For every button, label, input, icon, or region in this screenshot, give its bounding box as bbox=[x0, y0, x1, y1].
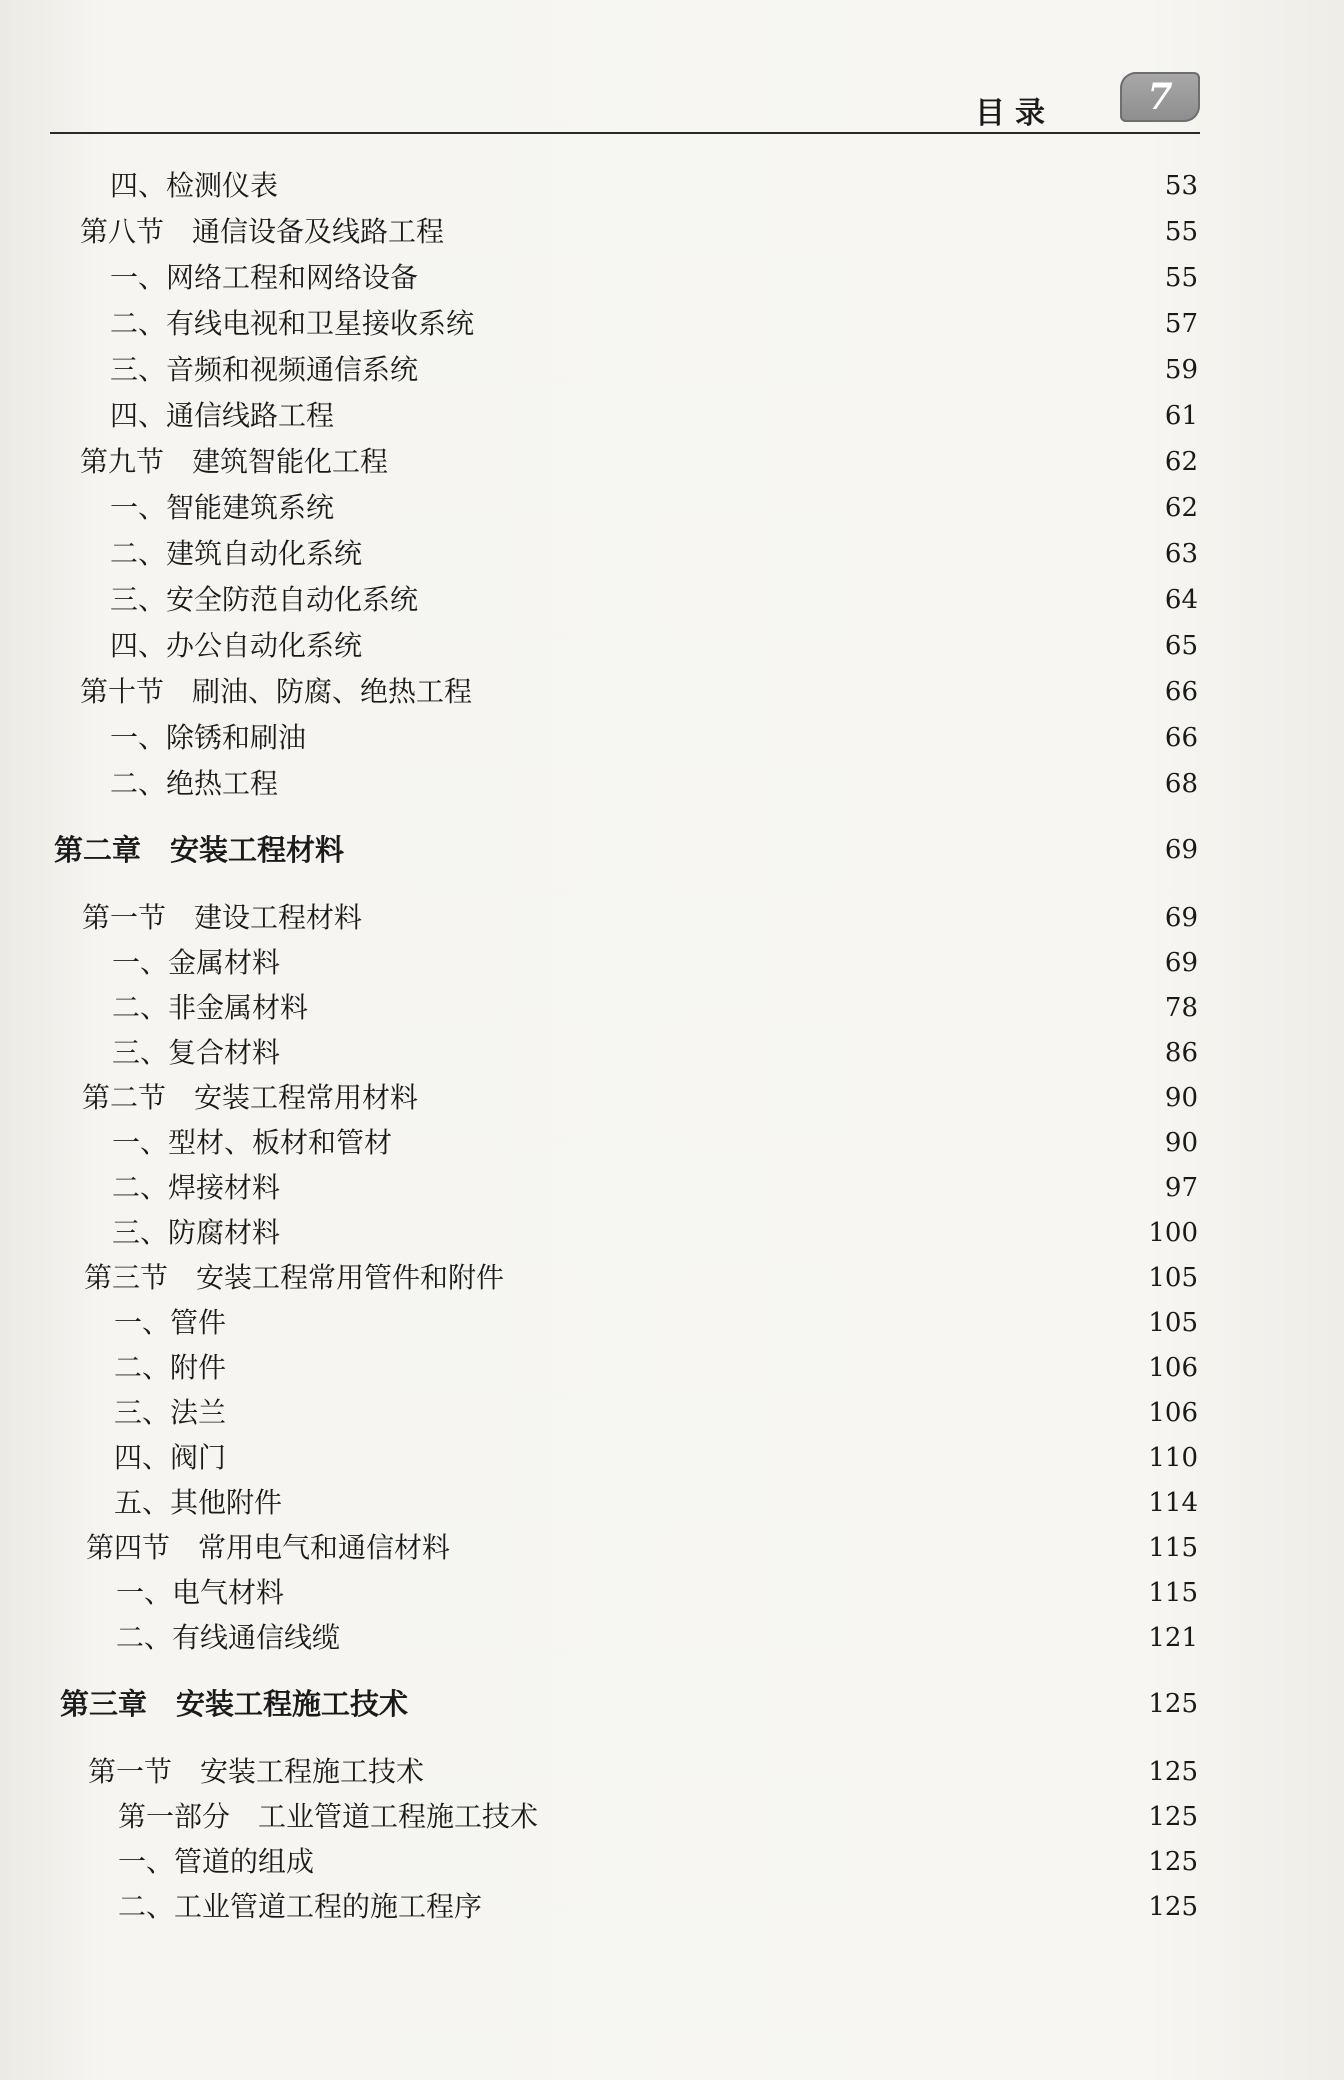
toc-entry-label: 二、有线电视和卫星接收系统 bbox=[110, 307, 475, 340]
toc-entry-item bbox=[112, 1033, 1198, 1073]
toc-entry-item bbox=[118, 1842, 1198, 1882]
leader-dots bbox=[510, 1258, 1134, 1298]
toc-entry-label: 第一节 建设工程材料 bbox=[82, 901, 363, 934]
toc-entry-label: 三、法兰 bbox=[114, 1396, 227, 1429]
leader-dots bbox=[286, 1033, 1134, 1073]
leader-dots bbox=[232, 1348, 1134, 1388]
toc-entry-label: 二、工业管道工程的施工程序 bbox=[118, 1890, 483, 1923]
toc-entry-page: 63 bbox=[1164, 539, 1198, 569]
toc-entry-label: 第八节 通信设备及线路工程 bbox=[80, 215, 445, 248]
leader-dots bbox=[424, 1078, 1134, 1118]
toc-entry-label: 二、附件 bbox=[114, 1351, 227, 1384]
toc-entry-page: 64 bbox=[1164, 585, 1198, 615]
toc-entry-label: 二、绝热工程 bbox=[110, 767, 279, 800]
toc-entry-chapter bbox=[54, 830, 1198, 870]
toc-entry-page: 115 bbox=[1148, 1578, 1198, 1608]
toc-entry-page: 65 bbox=[1164, 631, 1198, 661]
toc-entry-page: 90 bbox=[1164, 1128, 1198, 1158]
toc-entry-label: 四、检测仪表 bbox=[110, 169, 279, 202]
toc-entry-item bbox=[110, 626, 1198, 666]
toc-entry-page: 55 bbox=[1164, 263, 1198, 293]
leader-dots bbox=[286, 1213, 1134, 1253]
toc-entry-page: 121 bbox=[1148, 1623, 1198, 1653]
toc-entry-section bbox=[82, 898, 1198, 938]
leader-dots bbox=[414, 1684, 1134, 1724]
leader-dots bbox=[290, 1573, 1134, 1613]
toc-entry-label: 四、通信线路工程 bbox=[110, 399, 335, 432]
toc-entry-page: 125 bbox=[1148, 1802, 1198, 1832]
toc-entry-label: 第三章 安装工程施工技术 bbox=[60, 1687, 409, 1721]
toc-entry-page: 97 bbox=[1164, 1173, 1198, 1203]
leader-dots bbox=[350, 830, 1134, 870]
toc-entry-item bbox=[110, 258, 1198, 298]
toc-entry-label: 一、管件 bbox=[114, 1306, 227, 1339]
leader-dots bbox=[320, 1842, 1134, 1882]
leader-dots bbox=[284, 166, 1134, 206]
leader-dots bbox=[450, 212, 1134, 252]
toc-entry-item bbox=[114, 1393, 1198, 1433]
toc-entry-label: 一、金属材料 bbox=[112, 946, 281, 979]
toc-entry-label: 三、复合材料 bbox=[112, 1036, 281, 1069]
leader-dots bbox=[478, 672, 1134, 712]
toc-entry-item bbox=[112, 943, 1198, 983]
toc-entry-label: 四、阀门 bbox=[114, 1441, 227, 1474]
toc-entry-page: 69 bbox=[1164, 903, 1198, 933]
toc-entry-item bbox=[116, 1618, 1198, 1658]
toc-entry-section bbox=[88, 1752, 1198, 1792]
toc-entry-section bbox=[82, 1078, 1198, 1118]
toc-entry-item bbox=[110, 764, 1198, 804]
leader-dots bbox=[424, 350, 1134, 390]
toc-entry-page: 125 bbox=[1148, 1847, 1198, 1877]
toc-entry-label: 一、型材、板材和管材 bbox=[112, 1126, 393, 1159]
header-title: 目录 bbox=[975, 96, 1055, 131]
toc-entry-label: 二、建筑自动化系统 bbox=[110, 537, 363, 570]
toc-entry-item bbox=[110, 534, 1198, 574]
leader-dots bbox=[232, 1393, 1134, 1433]
toc-entry-page: 90 bbox=[1164, 1083, 1198, 1113]
toc-entry-page: 125 bbox=[1148, 1689, 1198, 1719]
leader-dots bbox=[480, 304, 1134, 344]
toc-entry-page: 57 bbox=[1164, 309, 1198, 339]
toc-entry-part bbox=[118, 1797, 1198, 1837]
toc-entry-item bbox=[114, 1483, 1198, 1523]
toc-entry-item bbox=[112, 1213, 1198, 1253]
leader-dots bbox=[340, 396, 1134, 436]
toc-entry-item bbox=[114, 1303, 1198, 1343]
toc-entry-item bbox=[110, 488, 1198, 528]
toc-entry-chapter bbox=[60, 1684, 1198, 1724]
leader-dots bbox=[288, 1483, 1134, 1523]
toc-entry-item bbox=[110, 350, 1198, 390]
leader-dots bbox=[424, 258, 1134, 298]
toc-entry-label: 五、其他附件 bbox=[114, 1486, 283, 1519]
leader-dots bbox=[368, 898, 1134, 938]
toc-entry-item bbox=[112, 988, 1198, 1028]
toc-entry-page: 66 bbox=[1164, 677, 1198, 707]
toc-entry-page: 106 bbox=[1148, 1398, 1198, 1428]
toc-entry-section bbox=[80, 212, 1198, 252]
leader-dots bbox=[286, 943, 1134, 983]
toc-entry-label: 二、有线通信线缆 bbox=[116, 1621, 341, 1654]
toc-entry-label: 四、办公自动化系统 bbox=[110, 629, 363, 662]
toc-entry-label: 三、安全防范自动化系统 bbox=[110, 583, 419, 616]
toc-entry-label: 二、焊接材料 bbox=[112, 1171, 281, 1204]
toc-entry-label: 一、管道的组成 bbox=[118, 1845, 315, 1878]
toc-entry-section bbox=[84, 1258, 1198, 1298]
toc-entry-label: 一、除锈和刷油 bbox=[110, 721, 307, 754]
toc-entry-label: 第十节 刷油、防腐、绝热工程 bbox=[80, 675, 473, 708]
leader-dots bbox=[232, 1303, 1134, 1343]
toc-entry-section bbox=[86, 1528, 1198, 1568]
toc-entry-label: 二、非金属材料 bbox=[112, 991, 309, 1024]
toc-entry-label: 三、防腐材料 bbox=[112, 1216, 281, 1249]
toc-entry-item bbox=[116, 1573, 1198, 1613]
toc-entry-item bbox=[110, 166, 1198, 206]
toc-entry-page: 86 bbox=[1164, 1038, 1198, 1068]
toc-entry-item bbox=[114, 1438, 1198, 1478]
toc-entry-page: 115 bbox=[1148, 1533, 1198, 1563]
toc-entry-page: 125 bbox=[1148, 1892, 1198, 1922]
toc-entry-page: 66 bbox=[1164, 723, 1198, 753]
leader-dots bbox=[314, 988, 1134, 1028]
toc-entry-page: 125 bbox=[1148, 1757, 1198, 1787]
toc-entry-page: 53 bbox=[1164, 171, 1198, 201]
toc-entry-page: 78 bbox=[1164, 993, 1198, 1023]
toc-entry-label: 第二节 安装工程常用材料 bbox=[82, 1081, 419, 1114]
leader-dots bbox=[232, 1438, 1134, 1478]
toc-entry-label: 第九节 建筑智能化工程 bbox=[80, 445, 389, 478]
page-number-badge: 7 bbox=[1120, 72, 1200, 122]
leader-dots bbox=[312, 718, 1134, 758]
leader-dots bbox=[284, 764, 1134, 804]
leader-dots bbox=[394, 442, 1134, 482]
leader-dots bbox=[286, 1168, 1134, 1208]
toc-entry-label: 第三节 安装工程常用管件和附件 bbox=[84, 1261, 505, 1294]
toc-entry-page: 114 bbox=[1148, 1488, 1198, 1518]
toc-entry-item bbox=[110, 396, 1198, 436]
toc-entry-label: 三、音频和视频通信系统 bbox=[110, 353, 419, 386]
leader-dots bbox=[368, 626, 1134, 666]
toc-entry-label: 第二章 安装工程材料 bbox=[54, 833, 345, 867]
leader-dots bbox=[368, 534, 1134, 574]
toc-entry-item bbox=[112, 1168, 1198, 1208]
toc-entry-item bbox=[114, 1348, 1198, 1388]
leader-dots bbox=[424, 580, 1134, 620]
toc-entry-item bbox=[118, 1887, 1198, 1927]
toc-entry-section bbox=[80, 442, 1198, 482]
toc-entry-label: 一、电气材料 bbox=[116, 1576, 285, 1609]
toc-entry-label: 第一节 安装工程施工技术 bbox=[88, 1755, 425, 1788]
toc-entry-item bbox=[110, 580, 1198, 620]
toc-entry-page: 59 bbox=[1164, 355, 1198, 385]
toc-entry-section bbox=[80, 672, 1198, 712]
toc-entry-item bbox=[110, 718, 1198, 758]
toc-entry-page: 69 bbox=[1164, 948, 1198, 978]
toc-entry-page: 105 bbox=[1148, 1308, 1198, 1338]
leader-dots bbox=[346, 1618, 1134, 1658]
toc-entry-item bbox=[110, 304, 1198, 344]
toc-entry-item bbox=[112, 1123, 1198, 1163]
toc-entry-label: 第四节 常用电气和通信材料 bbox=[86, 1531, 451, 1564]
toc-entry-page: 106 bbox=[1148, 1353, 1198, 1383]
leader-dots bbox=[488, 1887, 1134, 1927]
toc-entry-page: 105 bbox=[1148, 1263, 1198, 1293]
leader-dots bbox=[456, 1528, 1134, 1568]
toc-entry-page: 69 bbox=[1164, 835, 1198, 865]
toc-entry-page: 68 bbox=[1164, 769, 1198, 799]
toc-entry-page: 62 bbox=[1164, 493, 1198, 523]
toc-entry-page: 62 bbox=[1164, 447, 1198, 477]
leader-dots bbox=[544, 1797, 1134, 1837]
toc-entry-label: 一、网络工程和网络设备 bbox=[110, 261, 419, 294]
toc-entry-label: 一、智能建筑系统 bbox=[110, 491, 335, 524]
toc-entry-page: 55 bbox=[1164, 217, 1198, 247]
toc-entry-label: 第一部分 工业管道工程施工技术 bbox=[118, 1800, 539, 1833]
toc-entry-page: 100 bbox=[1148, 1218, 1198, 1248]
toc-entry-page: 61 bbox=[1164, 401, 1198, 431]
leader-dots bbox=[430, 1752, 1134, 1792]
leader-dots bbox=[398, 1123, 1134, 1163]
leader-dots bbox=[340, 488, 1134, 528]
toc-entry-page: 110 bbox=[1148, 1443, 1198, 1473]
